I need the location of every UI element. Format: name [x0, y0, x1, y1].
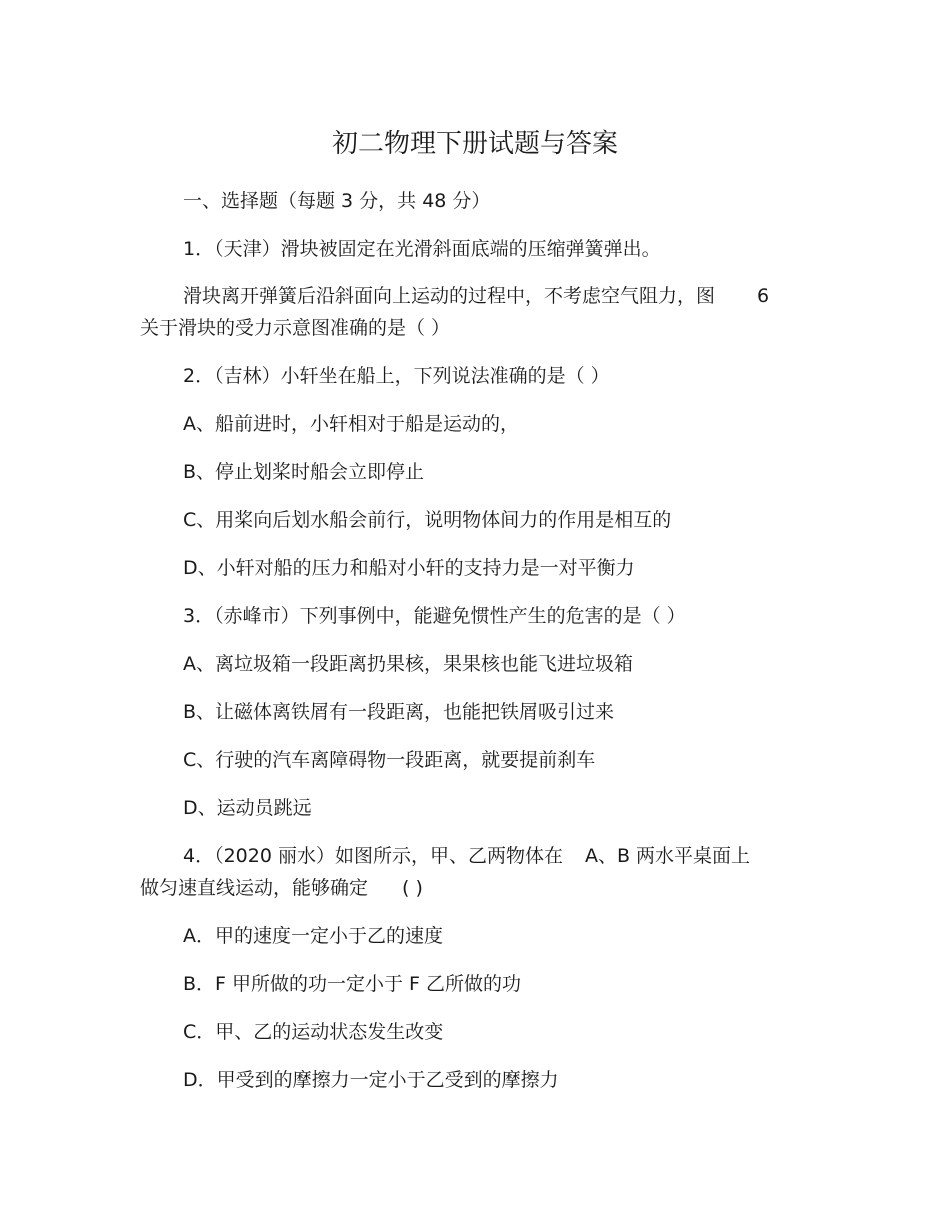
question-1-line-1-text: 滑块离开弹簧后沿斜面向上运动的过程中，不考虑空气阻力，图	[183, 285, 716, 307]
question-2-option-c: C、用桨向后划水船会前行，说明物体间力的作用是相互的	[183, 509, 672, 531]
question-3-option-b: B、让磁体离铁屑有一段距离，也能把铁屑吸引过来	[183, 701, 615, 723]
question-2-option-b: B、停止划桨时船会立即停止	[183, 461, 425, 483]
question-4-stem-part-1: 4．（2020 丽水）如图所示，甲、乙两物体在	[183, 845, 563, 867]
question-3-option-d: D、运动员跳远	[183, 797, 312, 819]
question-3-option-a: A、离垃圾箱一段距离扔果核，果果核也能飞进垃圾箱	[183, 653, 633, 675]
question-4-option-c: C．甲、乙的运动状态发生改变	[183, 1021, 444, 1043]
section-heading: 一、选择题（每题 3 分，共 48 分）	[183, 190, 491, 212]
question-4-stem-line-2	[140, 874, 423, 902]
question-4-answer-blank: ( )	[402, 877, 423, 899]
question-2-stem: 2．（吉林）小轩坐在船上，下列说法准确的是（ ）	[183, 365, 610, 387]
question-4-option-a: A．甲的速度一定小于乙的速度	[183, 925, 443, 947]
question-2-option-a: A、船前进时，小轩相对于船是运动的，	[183, 413, 519, 435]
question-4-stem-part-3: 做匀速直线运动，能够确定	[140, 877, 369, 899]
page-title: 初二物理下册试题与答案	[331, 129, 618, 159]
question-2-option-d: D、小轩对船的压力和船对小轩的支持力是一对平衡力	[183, 557, 635, 579]
question-3-stem: 3．（赤峰市）下列事例中，能避免惯性产生的危害的是（ ）	[183, 605, 686, 627]
question-1-line-1	[183, 282, 769, 310]
question-4-option-d: D．甲受到的摩擦力一定小于乙受到的摩擦力	[183, 1069, 559, 1091]
figure-number: 6	[757, 285, 770, 307]
question-4-stem-part-2: A、B 两水平桌面上	[584, 845, 751, 867]
question-4-option-b: B．F 甲所做的功一定小于 F 乙所做的功	[183, 973, 522, 995]
question-4-stem-line-1	[183, 842, 750, 870]
question-3-option-c: C、行驶的汽车离障碍物一段距离，就要提前刹车	[183, 749, 596, 771]
question-1-line-2: 关于滑块的受力示意图准确的是（ ）	[140, 317, 451, 339]
question-1-intro: 1．（天津）滑块被固定在光滑斜面底端的压缩弹簧弹出。	[183, 238, 661, 260]
